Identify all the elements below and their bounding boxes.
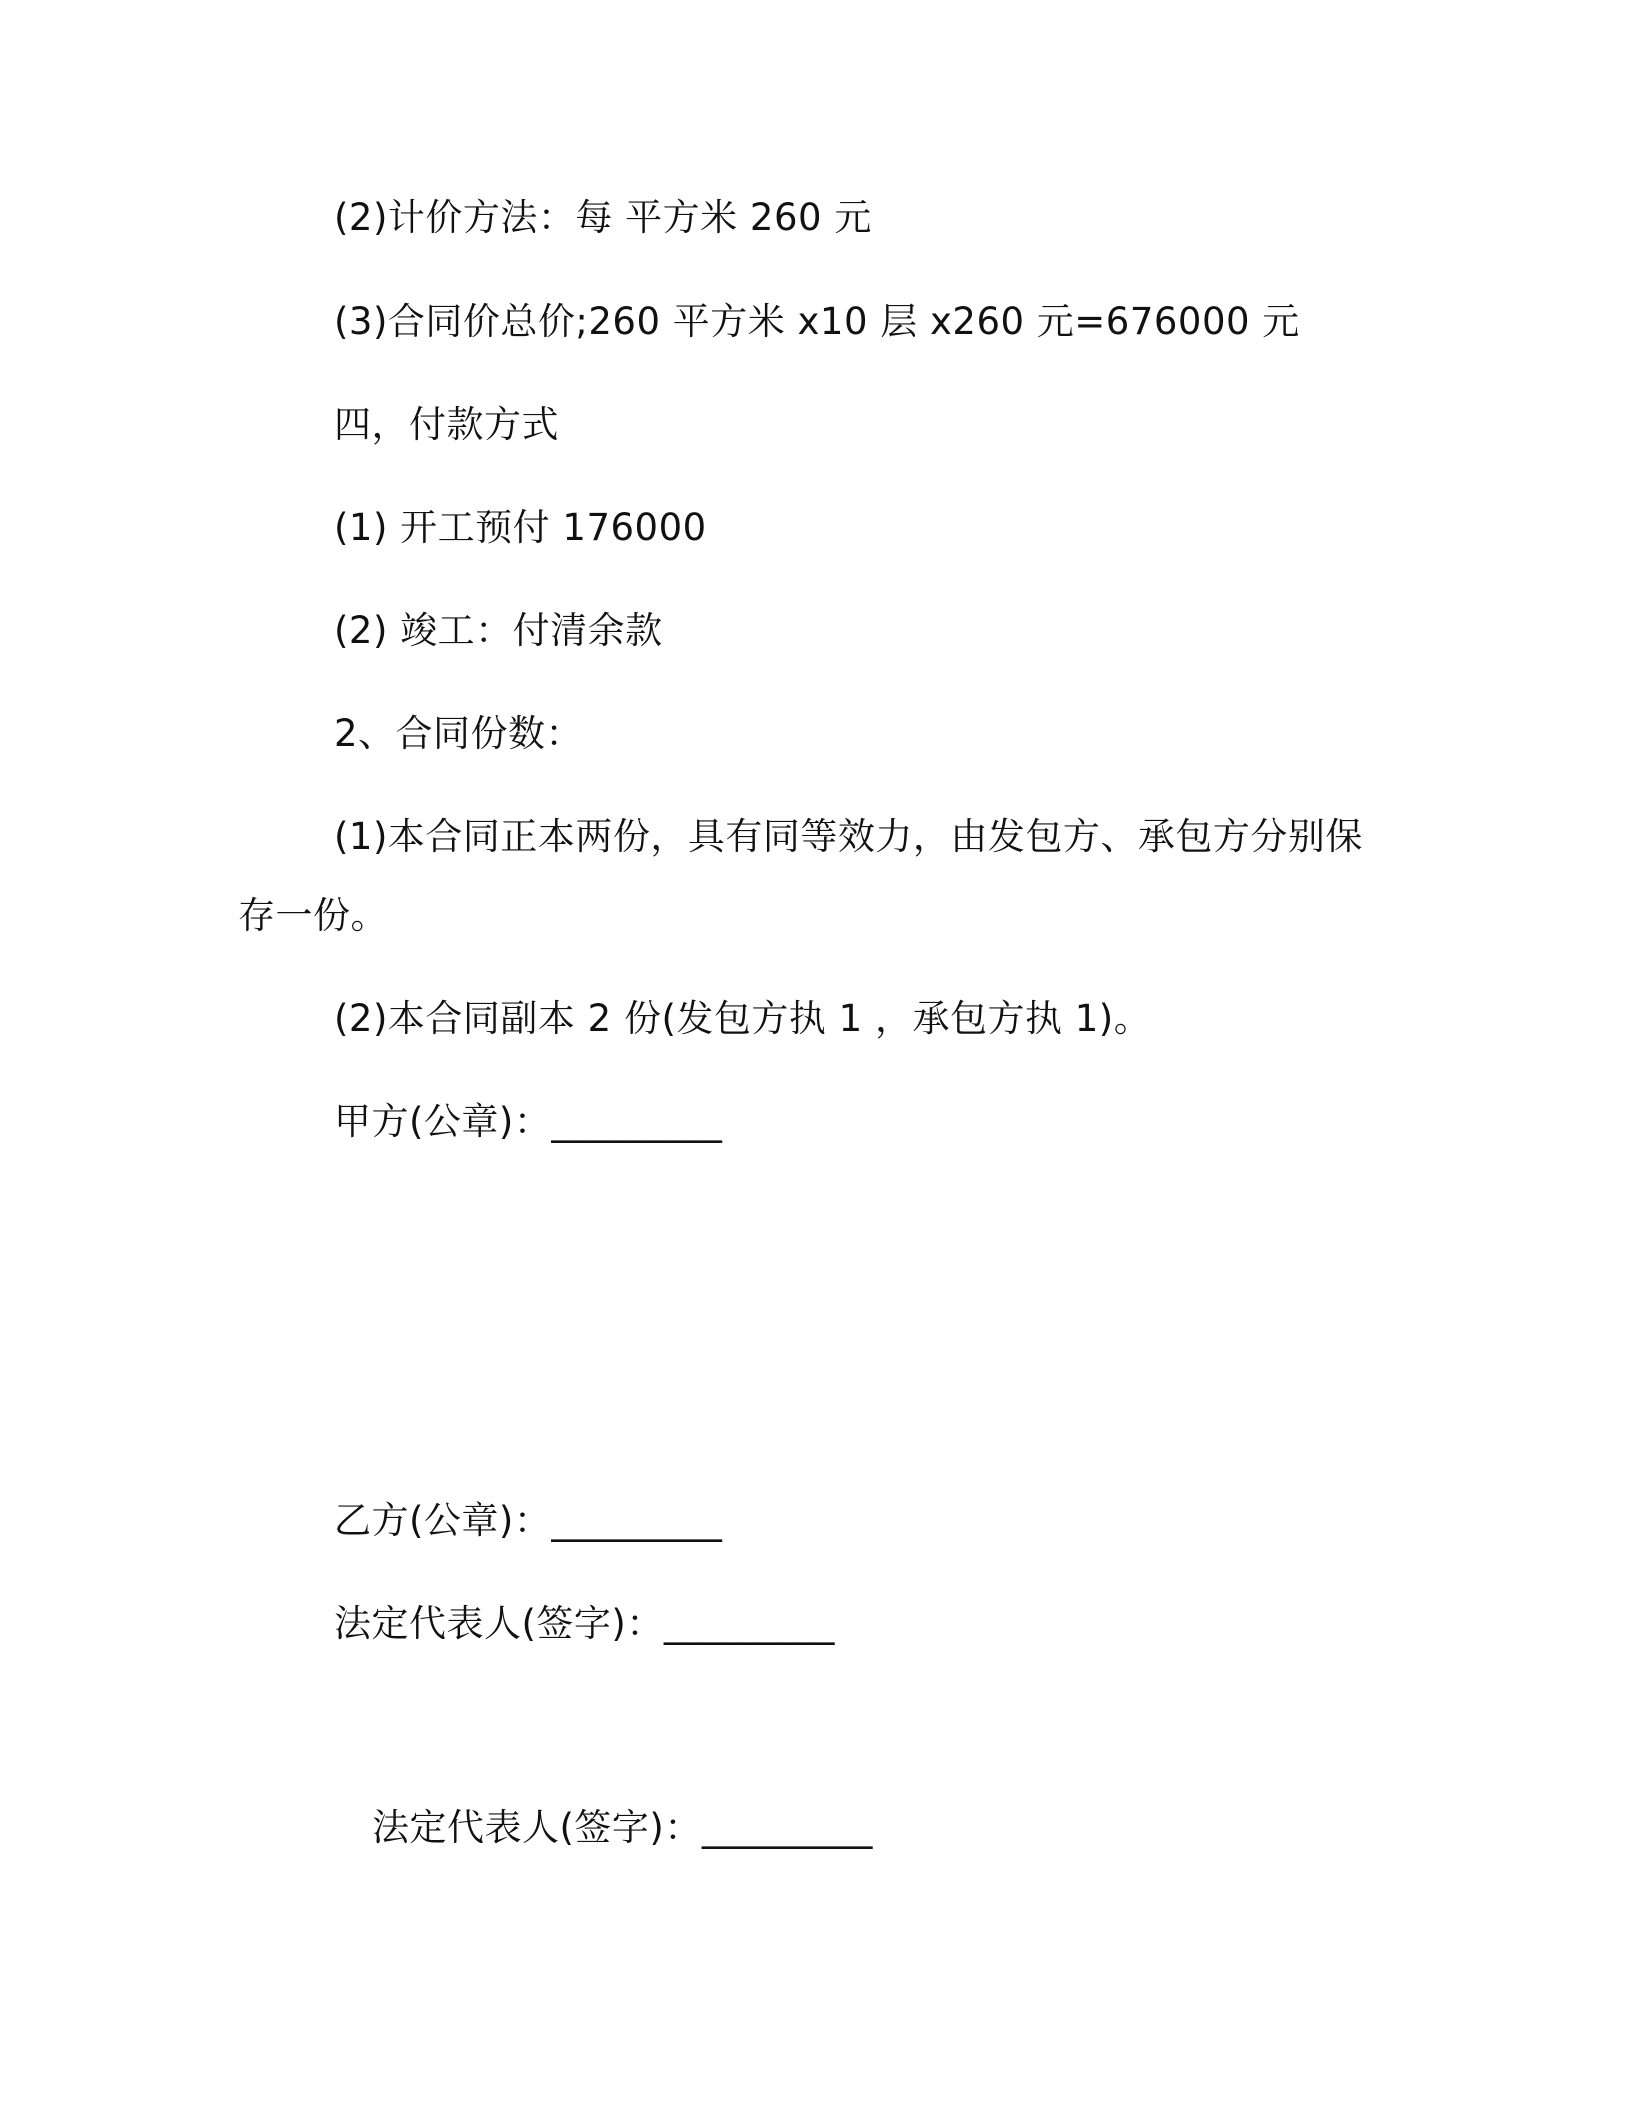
- party-a-seal-line: 甲方(公章)：_________: [334, 1100, 723, 1143]
- party-b-seal-line: 乙方(公章)：_________: [334, 1499, 723, 1542]
- original-copies-line: (1)本合同正本两份，具有同等效力，由发包方、承包方分别保: [334, 815, 1363, 858]
- legal-rep-signature-line-2: 法定代表人(签字)：_________: [372, 1806, 873, 1849]
- legal-rep-signature-line-1: 法定代表人(签字)：_________: [334, 1602, 835, 1645]
- pricing-method-line: (2)计价方法：每 平方米 260 元: [334, 196, 872, 239]
- advance-payment-line: (1) 开工预付 176000: [334, 506, 707, 549]
- payment-method-heading: 四，付款方式: [334, 403, 559, 446]
- duplicate-copies-line: (2)本合同副本 2 份(发包方执 1 ，承包方执 1)。: [334, 997, 1152, 1040]
- contract-copies-heading: 2、合同份数：: [334, 712, 584, 755]
- original-copies-line-continued: 存一份。: [238, 894, 388, 937]
- completion-payment-line: (2) 竣工：付清余款: [334, 609, 663, 652]
- total-price-line: (3)合同价总价;260 平方米 x10 层 x260 元=676000 元: [334, 300, 1300, 343]
